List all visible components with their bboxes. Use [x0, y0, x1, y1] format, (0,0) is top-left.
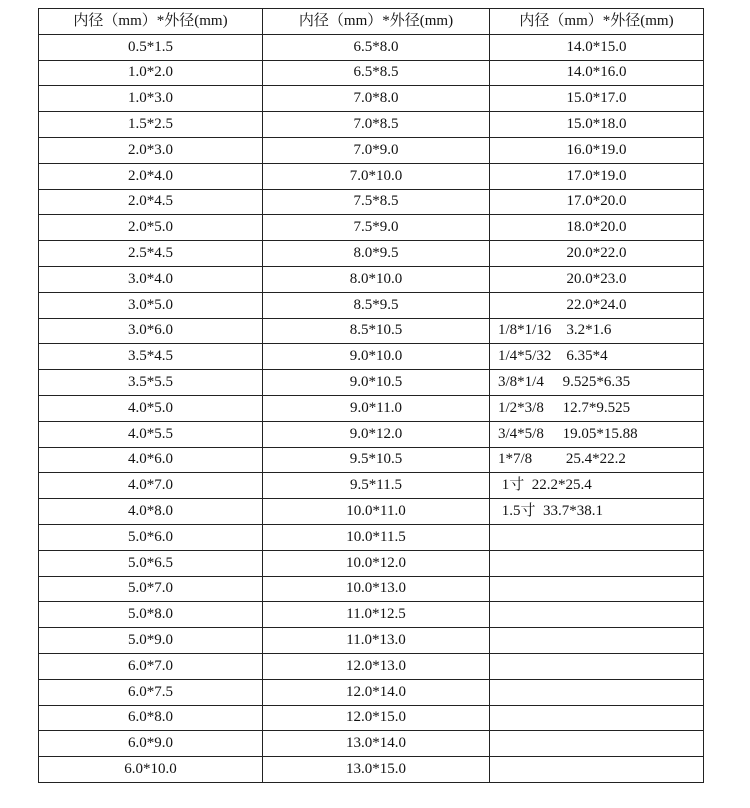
table-cell-col-2: 7.0*8.0 [263, 86, 490, 112]
table-cell-col-1: 6.0*7.0 [39, 653, 263, 679]
table-cell-col-1: 4.0*5.0 [39, 395, 263, 421]
table-row [39, 86, 704, 112]
table-row [39, 524, 704, 550]
table-cell-col-1: 6.0*10.0 [39, 757, 263, 783]
table-cell-col-3 [490, 602, 704, 628]
size-table [38, 8, 704, 783]
table-cell-col-3: 1/2*3/8 12.7*9.525 [490, 395, 704, 421]
table-cell-col-3: 15.0*17.0 [490, 86, 704, 112]
table-cell-col-3: 1寸 22.2*25.4 [490, 473, 704, 499]
table-row [39, 395, 704, 421]
table-cell-col-1: 3.0*4.0 [39, 266, 263, 292]
table-row [39, 292, 704, 318]
table-cell-col-1: 4.0*5.5 [39, 421, 263, 447]
table-cell-col-3: 20.0*23.0 [490, 266, 704, 292]
table-cell-col-2: 13.0*15.0 [263, 757, 490, 783]
table-row [39, 421, 704, 447]
table-row [39, 550, 704, 576]
table-row [39, 370, 704, 396]
table-body [39, 34, 704, 782]
table-cell-col-1: 2.0*3.0 [39, 137, 263, 163]
table-row [39, 60, 704, 86]
table-row [39, 705, 704, 731]
header-col-1: 内径（mm）*外径(mm) [39, 9, 263, 35]
table-cell-col-2: 9.0*10.5 [263, 370, 490, 396]
table-cell-col-1: 2.0*4.5 [39, 189, 263, 215]
table-cell-col-2: 6.5*8.0 [263, 34, 490, 60]
table-cell-col-1: 1.5*2.5 [39, 112, 263, 138]
table-row [39, 576, 704, 602]
table-cell-col-2: 7.0*9.0 [263, 137, 490, 163]
table-cell-col-1: 6.0*7.5 [39, 679, 263, 705]
table-row [39, 215, 704, 241]
table-cell-col-2: 7.0*10.0 [263, 163, 490, 189]
table-cell-col-2: 9.0*12.0 [263, 421, 490, 447]
table-cell-col-2: 11.0*12.5 [263, 602, 490, 628]
table-cell-col-3: 17.0*19.0 [490, 163, 704, 189]
header-row [39, 9, 704, 35]
table-cell-col-3: 14.0*16.0 [490, 60, 704, 86]
header-col-3: 内径（mm）*外径(mm) [490, 9, 704, 35]
table-cell-col-1: 5.0*6.5 [39, 550, 263, 576]
table-cell-col-2: 10.0*11.5 [263, 524, 490, 550]
table-cell-col-1: 1.0*3.0 [39, 86, 263, 112]
table-cell-col-1: 3.0*6.0 [39, 318, 263, 344]
table-row [39, 344, 704, 370]
table-row [39, 679, 704, 705]
table-cell-col-3: 3/8*1/4 9.525*6.35 [490, 370, 704, 396]
table-cell-col-3 [490, 757, 704, 783]
table-cell-col-2: 8.0*9.5 [263, 241, 490, 267]
table-row [39, 163, 704, 189]
table-cell-col-3: 18.0*20.0 [490, 215, 704, 241]
table-cell-col-1: 6.0*9.0 [39, 731, 263, 757]
table-cell-col-2: 9.0*11.0 [263, 395, 490, 421]
table-cell-col-2: 9.0*10.0 [263, 344, 490, 370]
table-cell-col-3 [490, 679, 704, 705]
table-cell-col-3: 22.0*24.0 [490, 292, 704, 318]
table-cell-col-3 [490, 524, 704, 550]
table-cell-col-2: 9.5*10.5 [263, 447, 490, 473]
table-cell-col-2: 13.0*14.0 [263, 731, 490, 757]
table-cell-col-1: 0.5*1.5 [39, 34, 263, 60]
table-cell-col-2: 12.0*15.0 [263, 705, 490, 731]
table-cell-col-3: 1/4*5/32 6.35*4 [490, 344, 704, 370]
table-cell-col-1: 6.0*8.0 [39, 705, 263, 731]
table-row [39, 137, 704, 163]
table-cell-col-1: 4.0*8.0 [39, 499, 263, 525]
table-cell-col-2: 10.0*13.0 [263, 576, 490, 602]
table-row [39, 189, 704, 215]
table-cell-col-1: 4.0*6.0 [39, 447, 263, 473]
table-cell-col-3: 20.0*22.0 [490, 241, 704, 267]
table-cell-col-2: 7.5*9.0 [263, 215, 490, 241]
table-cell-col-3 [490, 628, 704, 654]
table-cell-col-2: 7.0*8.5 [263, 112, 490, 138]
table-cell-col-2: 6.5*8.5 [263, 60, 490, 86]
table-cell-col-3: 14.0*15.0 [490, 34, 704, 60]
table-cell-col-3: 17.0*20.0 [490, 189, 704, 215]
table-row [39, 266, 704, 292]
table-row [39, 241, 704, 267]
table-cell-col-1: 2.0*5.0 [39, 215, 263, 241]
table-cell-col-3: 1/8*1/16 3.2*1.6 [490, 318, 704, 344]
table-cell-col-3: 3/4*5/8 19.05*15.88 [490, 421, 704, 447]
table-cell-col-1: 3.5*4.5 [39, 344, 263, 370]
table-cell-col-2: 9.5*11.5 [263, 473, 490, 499]
table-cell-col-1: 2.0*4.0 [39, 163, 263, 189]
table-cell-col-3: 16.0*19.0 [490, 137, 704, 163]
table-cell-col-1: 5.0*6.0 [39, 524, 263, 550]
table-row [39, 447, 704, 473]
table-cell-col-2: 8.0*10.0 [263, 266, 490, 292]
table-cell-col-1: 3.5*5.5 [39, 370, 263, 396]
table-cell-col-1: 5.0*9.0 [39, 628, 263, 654]
table-row [39, 499, 704, 525]
table-row [39, 602, 704, 628]
table-cell-col-2: 12.0*13.0 [263, 653, 490, 679]
table-cell-col-3: 1.5寸 33.7*38.1 [490, 499, 704, 525]
table-row [39, 34, 704, 60]
table-cell-col-2: 10.0*12.0 [263, 550, 490, 576]
table-cell-col-2: 8.5*10.5 [263, 318, 490, 344]
table-row [39, 318, 704, 344]
table-cell-col-3: 1*7/8 25.4*22.2 [490, 447, 704, 473]
table-cell-col-1: 5.0*7.0 [39, 576, 263, 602]
table-row [39, 731, 704, 757]
table-row [39, 628, 704, 654]
table-cell-col-3: 15.0*18.0 [490, 112, 704, 138]
table-cell-col-1: 3.0*5.0 [39, 292, 263, 318]
table-cell-col-3 [490, 576, 704, 602]
table-cell-col-3 [490, 731, 704, 757]
table-cell-col-1: 1.0*2.0 [39, 60, 263, 86]
table-cell-col-3 [490, 550, 704, 576]
table-cell-col-2: 10.0*11.0 [263, 499, 490, 525]
table-cell-col-2: 7.5*8.5 [263, 189, 490, 215]
table-cell-col-3 [490, 653, 704, 679]
table-cell-col-1: 2.5*4.5 [39, 241, 263, 267]
table-row [39, 757, 704, 783]
table-cell-col-2: 12.0*14.0 [263, 679, 490, 705]
header-col-2: 内径（mm）*外径(mm) [263, 9, 490, 35]
table-cell-col-1: 5.0*8.0 [39, 602, 263, 628]
table-row [39, 112, 704, 138]
table-cell-col-1: 4.0*7.0 [39, 473, 263, 499]
table-cell-col-3 [490, 705, 704, 731]
table-cell-col-2: 11.0*13.0 [263, 628, 490, 654]
table-row [39, 653, 704, 679]
table-cell-col-2: 8.5*9.5 [263, 292, 490, 318]
table-row [39, 473, 704, 499]
